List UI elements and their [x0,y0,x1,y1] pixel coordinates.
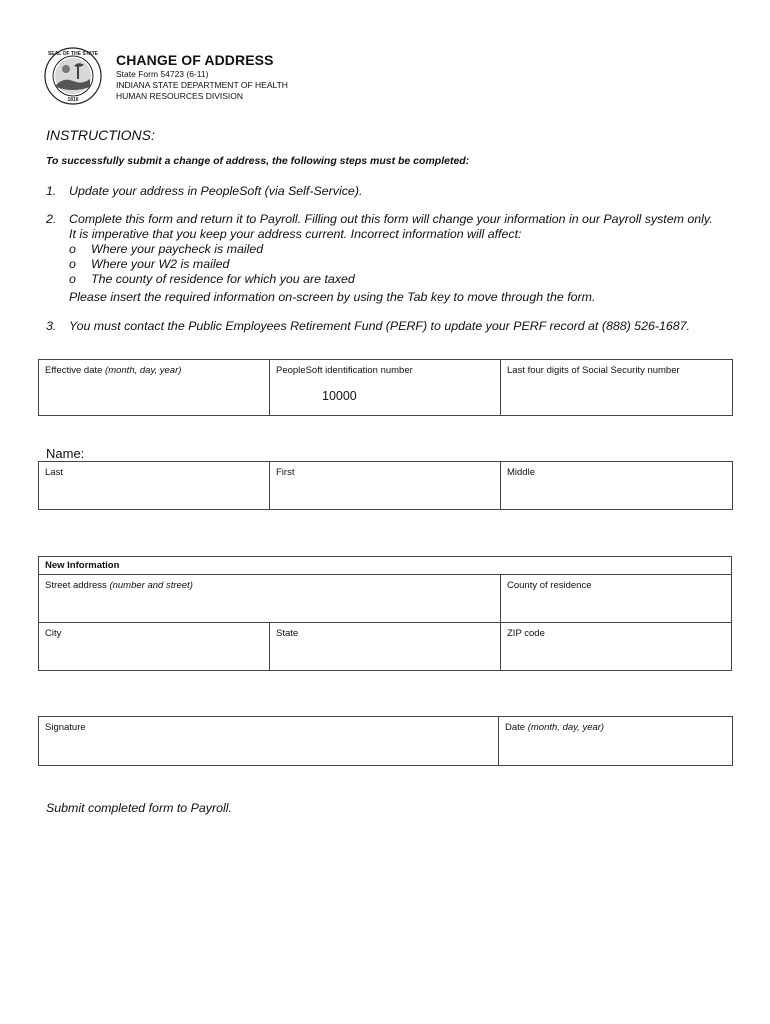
svg-text:SEAL OF THE STATE: SEAL OF THE STATE [47,51,99,57]
name-heading: Name: [46,446,85,461]
street-address-hint: (number and street) [109,580,193,591]
step-2-line-1: Complete this form and return it to Payroll. Filling out this form will change your information in our Payroll system only. [69,212,713,226]
county-field[interactable] [501,575,732,623]
county-label: County of residence [507,580,592,591]
ssn-last-four-field[interactable] [501,360,733,416]
effective-date-hint: (month, day, year) [105,365,182,376]
form-title: CHANGE OF ADDRESS [116,52,274,68]
new-information-table [38,556,732,671]
street-address-label: Street address [45,580,107,591]
signature-field[interactable] [39,717,499,766]
last-name-label: Last [45,467,63,478]
first-name-field[interactable] [270,462,501,510]
signature-date-field[interactable] [499,717,733,766]
ssn-last-four-label: Last four digits of Social Security number [507,365,680,376]
new-information-heading: New Information [39,557,732,575]
middle-name-field[interactable] [501,462,733,510]
middle-name-label: Middle [507,467,535,478]
bullet-item: Where your W2 is mailed [91,257,230,271]
step-3-number: 3. [46,319,57,333]
step-2-number: 2. [46,212,57,226]
step-2-note: Please insert the required information on-screen by using the Tab key to move through the form. [69,290,596,304]
peoplesoft-id-value: 10000 [322,389,357,403]
peoplesoft-id-label: PeopleSoft identification number [276,365,413,376]
peoplesoft-id-field[interactable] [270,360,501,416]
effective-date-label: Effective date [45,365,103,376]
signature-date-label: Date [505,722,526,733]
instructions-lead: To successfully submit a change of address, the following steps must be completed: [46,155,470,167]
step-1-text: Update your address in PeopleSoft (via Self-Service). [69,184,363,198]
last-name-field[interactable] [39,462,270,510]
signature-date-hint: (month, day, year) [527,722,605,733]
bullet-marker: o [69,272,76,286]
submit-note: Submit completed form to Payroll. [46,801,232,815]
identification-table [38,359,733,416]
zip-code-label: ZIP code [507,628,545,639]
state-label: State [276,628,299,639]
signature-table [38,716,733,766]
city-field[interactable] [39,623,270,671]
first-name-label: First [276,467,295,478]
street-address-field[interactable] [39,575,501,623]
city-label: City [45,628,62,639]
form-number: State Form 54723 (6-11) [116,69,209,79]
bullet-item: Where your paycheck is mailed [91,242,264,256]
step-1-number: 1. [46,184,57,198]
bullet-marker: o [69,257,76,271]
name-table [38,461,733,510]
instructions-heading: INSTRUCTIONS: [46,127,155,143]
signature-label: Signature [45,722,86,733]
step-3-text: You must contact the Public Employees Retirement Fund (PERF) to update your PERF record at (888) 526-1687. [69,319,690,333]
step-2-line-2: It is imperative that you keep your address current. Incorrect information will affect: [69,227,522,241]
zip-code-field[interactable] [501,623,732,671]
department-name: INDIANA STATE DEPARTMENT OF HEALTH [116,80,288,90]
indiana-state-seal-icon [44,47,102,105]
effective-date-field[interactable] [39,360,270,416]
bullet-marker: o [69,242,76,256]
svg-text:1816: 1816 [67,97,79,103]
division-name: HUMAN RESOURCES DIVISION [116,91,244,101]
bullet-item: The county of residence for which you are taxed [91,272,355,286]
state-field[interactable] [270,623,501,671]
